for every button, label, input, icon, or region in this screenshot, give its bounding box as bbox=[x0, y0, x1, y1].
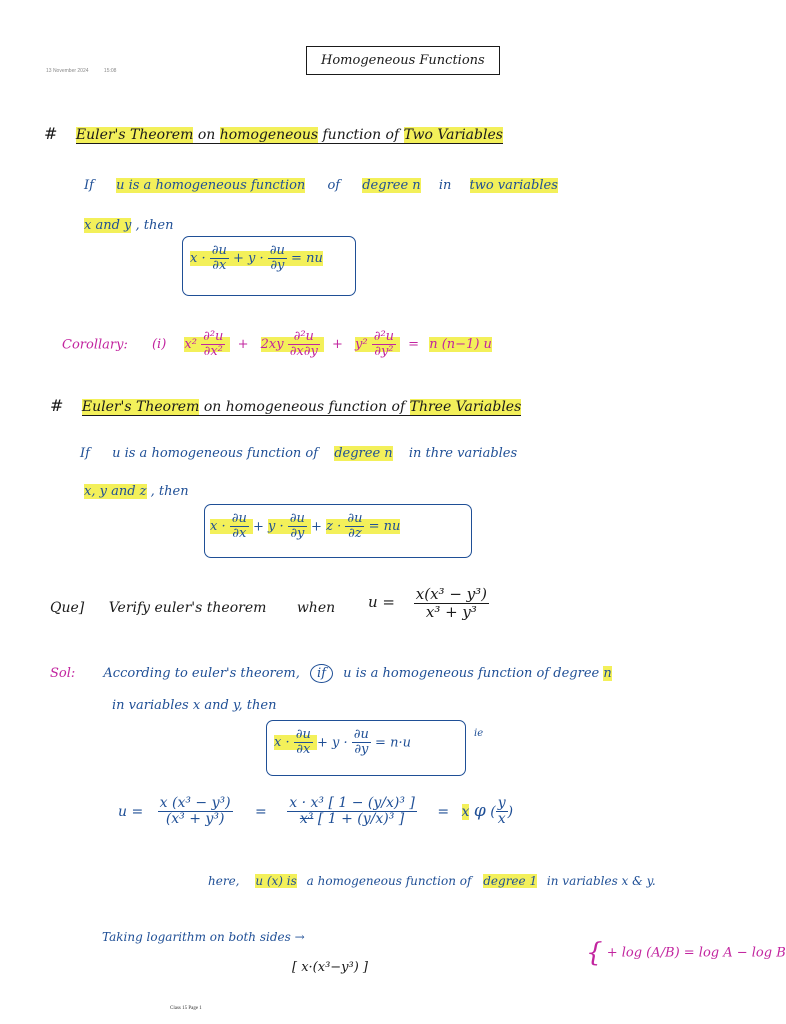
denominator-x3: x³ bbox=[299, 811, 314, 828]
term-y: y · bbox=[332, 735, 348, 751]
heading-function: function of bbox=[322, 127, 400, 143]
rhs-nu: = nu bbox=[368, 519, 401, 535]
plus-sign: + bbox=[311, 519, 322, 535]
text-three-variables: in thre variables bbox=[408, 446, 518, 461]
log-line: Taking logarithm on both sides → bbox=[102, 930, 305, 944]
section2-heading bbox=[50, 396, 521, 415]
word-here: here, bbox=[208, 874, 240, 888]
heading-euler: Euler's Theorem bbox=[81, 399, 200, 415]
section1-line1 bbox=[84, 178, 558, 193]
solution-line1 bbox=[50, 664, 612, 683]
rhs-x: x bbox=[461, 803, 470, 820]
frac-d2u: ∂²u bbox=[288, 330, 320, 345]
plus-sign: + bbox=[253, 519, 264, 535]
note-date: 13 November 2024 bbox=[46, 68, 89, 74]
solution-intro-rest: u is a homogeneous function of degree bbox=[343, 666, 600, 681]
frac-dy: ∂y bbox=[354, 742, 369, 758]
here-line bbox=[208, 874, 656, 888]
denominator-bracket: [ 1 + (y/x)³ ] bbox=[317, 811, 405, 828]
euler-two-var-formula bbox=[190, 244, 323, 274]
page-title: Homogeneous Functions bbox=[306, 46, 500, 75]
frac-dy2: ∂y² bbox=[374, 344, 394, 360]
frac-d2u: ∂²u bbox=[203, 329, 224, 344]
term-z: z · bbox=[326, 519, 342, 535]
hl-n: n bbox=[603, 666, 612, 681]
frac-d2u: ∂²u bbox=[373, 329, 395, 344]
question-formula bbox=[368, 586, 489, 620]
word-then: , then bbox=[135, 218, 174, 233]
u-expansion: u = $\frac{\text{x (x³ − y³)}}{\text{(x³ + y³)}}$ = $\frac{\text{x · x³ [ 1 − (y/x)³ ]}}{\text{x³ [ 1 + (y/x)³ ]}}$ = x φ ( $\frac{y}{x}$ ) bbox=[118, 795, 514, 828]
heading-three-variables: Three Variables bbox=[409, 399, 522, 415]
frac-dx: ∂x bbox=[296, 742, 311, 758]
coef-y2: y² bbox=[355, 337, 368, 353]
hl-two-variables: two variables bbox=[469, 178, 558, 193]
heading-on-homogeneous: on homogeneous function of bbox=[203, 399, 406, 415]
note-plus: + bbox=[606, 945, 618, 961]
plus-sign: + bbox=[237, 337, 249, 353]
log-rule-note bbox=[586, 938, 786, 968]
u-equals: u = bbox=[118, 803, 144, 820]
question-line bbox=[50, 600, 335, 616]
corollary-rhs: n (n−1) u bbox=[429, 337, 492, 353]
coef-2xy: 2xy bbox=[260, 337, 284, 353]
heading-euler: Euler's Theorem bbox=[75, 127, 194, 143]
term-x: x · bbox=[274, 735, 290, 751]
section1-line2 bbox=[84, 218, 173, 233]
phi-symbol: φ bbox=[473, 800, 486, 821]
u-equals: u = bbox=[368, 593, 395, 611]
frac-du: ∂u bbox=[295, 727, 311, 742]
hl-degree: degree n bbox=[334, 446, 393, 461]
frac-dxdy: ∂x∂y bbox=[289, 344, 318, 360]
question-denominator: x³ + y³ bbox=[425, 602, 477, 621]
word-if: If bbox=[84, 178, 94, 193]
frac-du: ∂u bbox=[269, 243, 285, 258]
frac-du: ∂u bbox=[353, 727, 369, 742]
plus-sign: + bbox=[233, 251, 244, 267]
corollary-part: (i) bbox=[151, 337, 167, 353]
corollary-line bbox=[62, 330, 492, 360]
word-then: , then bbox=[150, 484, 189, 499]
log-start: [ x·(x³−y³) ] bbox=[292, 960, 369, 975]
word-if: If bbox=[80, 446, 90, 461]
date-stamp bbox=[46, 68, 116, 74]
plus-sign: + bbox=[317, 735, 328, 751]
question-text: Verify euler's theorem bbox=[108, 600, 267, 616]
hl-degree-1: degree 1 bbox=[483, 874, 538, 888]
equals-sign: = bbox=[408, 337, 420, 353]
question-label: Que] bbox=[50, 600, 85, 616]
note-bracket: { bbox=[586, 938, 603, 968]
rhs-nu: = n·u bbox=[375, 735, 411, 751]
hl-u-x: u (x) is bbox=[255, 874, 297, 888]
hash-mark: # bbox=[50, 396, 64, 415]
section2-line1 bbox=[80, 446, 517, 461]
term-y: y · bbox=[248, 251, 264, 267]
heading-homogeneous: homogeneous bbox=[219, 127, 319, 143]
question-numerator: x(x³ − y³) bbox=[415, 585, 488, 603]
word-in: in bbox=[438, 178, 452, 193]
hash-mark: # bbox=[44, 124, 58, 143]
frac-dy: ∂y bbox=[270, 258, 285, 274]
hl-degree: degree n bbox=[362, 178, 421, 193]
note-time: 15:08 bbox=[103, 68, 117, 74]
solution-intro: According to euler's theorem, bbox=[103, 666, 300, 681]
term-y: y · bbox=[268, 519, 284, 535]
expansion-numerator: x (x³ − y³) bbox=[159, 795, 231, 811]
frac-dz: ∂z bbox=[348, 526, 362, 542]
rhs-y: y bbox=[497, 795, 506, 811]
frac-du: ∂u bbox=[231, 511, 247, 526]
word-when: when bbox=[296, 600, 336, 616]
equals-sign: = bbox=[437, 803, 450, 820]
here-middle: a homogeneous function of bbox=[306, 874, 472, 888]
numerator-x-x3: x · x³ bbox=[289, 795, 324, 811]
term-x: x · bbox=[190, 251, 206, 267]
numerator-bracket: [ 1 − (y/x)³ ] bbox=[328, 795, 415, 811]
frac-dx2: ∂x² bbox=[203, 344, 223, 360]
frac-dx: ∂x bbox=[232, 526, 247, 542]
frac-du: ∂u bbox=[289, 511, 305, 526]
solution-ie: ie bbox=[474, 728, 484, 739]
frac-dy: ∂y bbox=[290, 526, 305, 542]
heading-two-variables: Two Variables bbox=[403, 127, 503, 143]
term-x: x · bbox=[210, 519, 226, 535]
circled-if: if bbox=[310, 664, 333, 683]
solution-label: Sol: bbox=[50, 666, 76, 681]
section1-heading bbox=[44, 124, 503, 143]
text-u-homogeneous: u is a homogeneous function of bbox=[112, 446, 319, 461]
rhs-nu: = nu bbox=[291, 251, 323, 267]
frac-du: ∂u bbox=[347, 511, 363, 526]
solution-line2: in variables x and y, then bbox=[112, 698, 277, 713]
hl-xyz: x, y and z bbox=[84, 484, 147, 499]
corollary-label: Corollary: bbox=[62, 337, 128, 353]
rhs-x-den: x bbox=[497, 811, 506, 828]
log-rule: log (A/B) = log A − log B bbox=[621, 945, 786, 961]
here-rest: in variables x & y. bbox=[546, 874, 656, 888]
coef-x2: x² bbox=[184, 337, 197, 353]
equals-sign: = bbox=[255, 803, 267, 820]
frac-du: ∂u bbox=[211, 243, 227, 258]
expansion-denominator: (x³ + y³) bbox=[165, 811, 225, 828]
page-footer: Class 15 Page 1 bbox=[170, 1006, 202, 1011]
solution-formula bbox=[274, 728, 411, 758]
word-of: of bbox=[327, 178, 341, 193]
frac-dx: ∂x bbox=[212, 258, 227, 274]
hl-u-homogeneous: u is a homogeneous function bbox=[116, 178, 306, 193]
plus-sign: + bbox=[331, 337, 343, 353]
section2-line2 bbox=[84, 484, 189, 499]
heading-on: on bbox=[197, 127, 216, 143]
hl-x-and-y: x and y bbox=[84, 218, 132, 233]
euler-three-var-formula bbox=[210, 512, 400, 542]
